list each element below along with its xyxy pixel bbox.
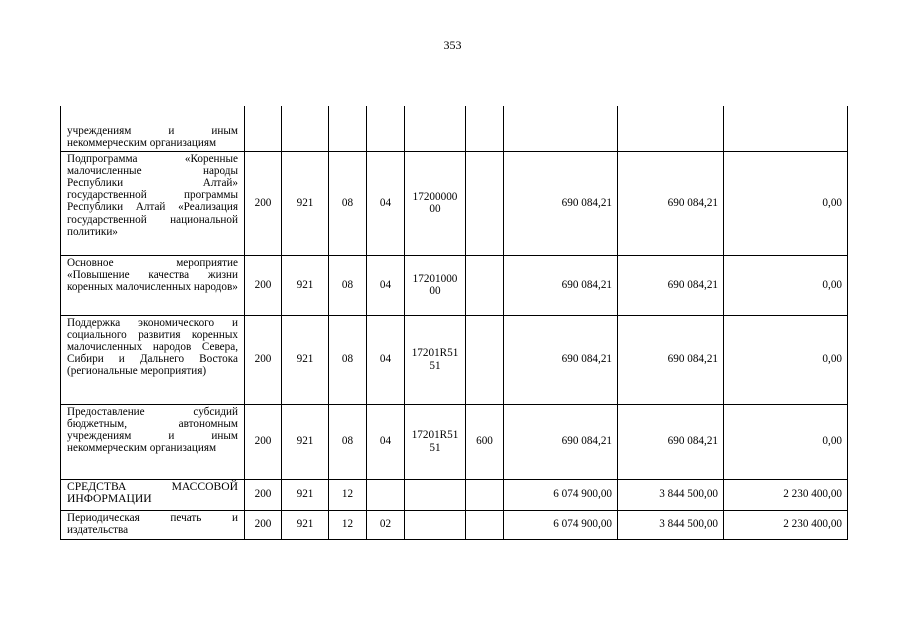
cell-c9: 0,00: [724, 151, 848, 255]
table-row: [61, 151, 848, 255]
cell-c4: 04: [367, 315, 405, 404]
cell-c7: 6 074 900,00: [504, 479, 618, 510]
cell-c8: 3 844 500,00: [618, 479, 724, 510]
cell-c5: [405, 479, 466, 510]
cell-c4: 04: [367, 404, 405, 479]
table-row: [61, 510, 848, 539]
cell-c7: 690 084,21: [504, 151, 618, 255]
cell-c6: [466, 479, 504, 510]
cell-c5: [405, 106, 466, 151]
row-name: Подпрограмма «Коренные малочисленные народы Республики Алтай» государственной программы Республики Алтай «Реализация государственной национальной политики»: [61, 151, 245, 255]
cell-c4: 02: [367, 510, 405, 539]
cell-c9: [724, 106, 848, 151]
cell-c7: 6 074 900,00: [504, 510, 618, 539]
cell-c4: [367, 479, 405, 510]
budget-table: [60, 106, 848, 540]
cell-c3: [329, 106, 367, 151]
cell-c6: 600: [466, 404, 504, 479]
row-name: Основное мероприятие «Повышение качества жизни коренных малочисленных народов»: [61, 255, 245, 315]
cell-c9: 2 230 400,00: [724, 510, 848, 539]
cell-c2: 921: [282, 255, 329, 315]
cell-c2: [282, 106, 329, 151]
cell-c1: 200: [245, 151, 282, 255]
cell-c3: 12: [329, 479, 367, 510]
table-row: [61, 404, 848, 479]
page-number: 353: [443, 38, 462, 52]
table-row: [61, 479, 848, 510]
cell-c9: 2 230 400,00: [724, 479, 848, 510]
table-row: [61, 255, 848, 315]
cell-c7: 690 084,21: [504, 404, 618, 479]
cell-c4: 04: [367, 255, 405, 315]
cell-c3: 12: [329, 510, 367, 539]
cell-c4: [367, 106, 405, 151]
cell-c1: 200: [245, 255, 282, 315]
row-name: Периодическая печать и издательства: [61, 510, 245, 539]
cell-c1: 200: [245, 510, 282, 539]
cell-c7: 690 084,21: [504, 315, 618, 404]
cell-c5: 1720100000: [405, 255, 466, 315]
cell-c6: [466, 315, 504, 404]
cell-c2: 921: [282, 151, 329, 255]
row-name: Предоставление субсидий бюджетным, автономным учреждениям и иным некоммерческим организациям: [61, 404, 245, 479]
cell-c1: 200: [245, 315, 282, 404]
cell-c4: 04: [367, 151, 405, 255]
cell-c8: 690 084,21: [618, 404, 724, 479]
cell-c3: 08: [329, 315, 367, 404]
cell-c1: [245, 106, 282, 151]
cell-c8: 690 084,21: [618, 315, 724, 404]
cell-c6: [466, 510, 504, 539]
cell-c1: 200: [245, 479, 282, 510]
row-name: учреждениям и иным некоммерческим организациям: [61, 106, 245, 151]
cell-c7: [504, 106, 618, 151]
cell-c8: 690 084,21: [618, 151, 724, 255]
cell-c1: 200: [245, 404, 282, 479]
cell-c3: 08: [329, 404, 367, 479]
cell-c8: 690 084,21: [618, 255, 724, 315]
cell-c2: 921: [282, 404, 329, 479]
row-name: СРЕДСТВА МАССОВОЙ ИНФОРМАЦИИ: [61, 479, 245, 510]
cell-c2: 921: [282, 479, 329, 510]
cell-c5: 1720000000: [405, 151, 466, 255]
cell-c5: [405, 510, 466, 539]
cell-c9: 0,00: [724, 404, 848, 479]
cell-c2: 921: [282, 510, 329, 539]
cell-c5: 17201R5151: [405, 404, 466, 479]
cell-c9: 0,00: [724, 315, 848, 404]
cell-c2: 921: [282, 315, 329, 404]
cell-c3: 08: [329, 151, 367, 255]
cell-c5: 17201R5151: [405, 315, 466, 404]
cell-c6: [466, 151, 504, 255]
table-row: [61, 315, 848, 404]
row-name: Поддержка экономического и социального развития коренных малочисленных народов Севера, Сибири и Дальнего Востока (региональные мероприятия): [61, 315, 245, 404]
cell-c6: [466, 255, 504, 315]
cell-c3: 08: [329, 255, 367, 315]
cell-c7: 690 084,21: [504, 255, 618, 315]
table-row: [61, 106, 848, 151]
cell-c9: 0,00: [724, 255, 848, 315]
cell-c8: [618, 106, 724, 151]
cell-c6: [466, 106, 504, 151]
cell-c8: 3 844 500,00: [618, 510, 724, 539]
